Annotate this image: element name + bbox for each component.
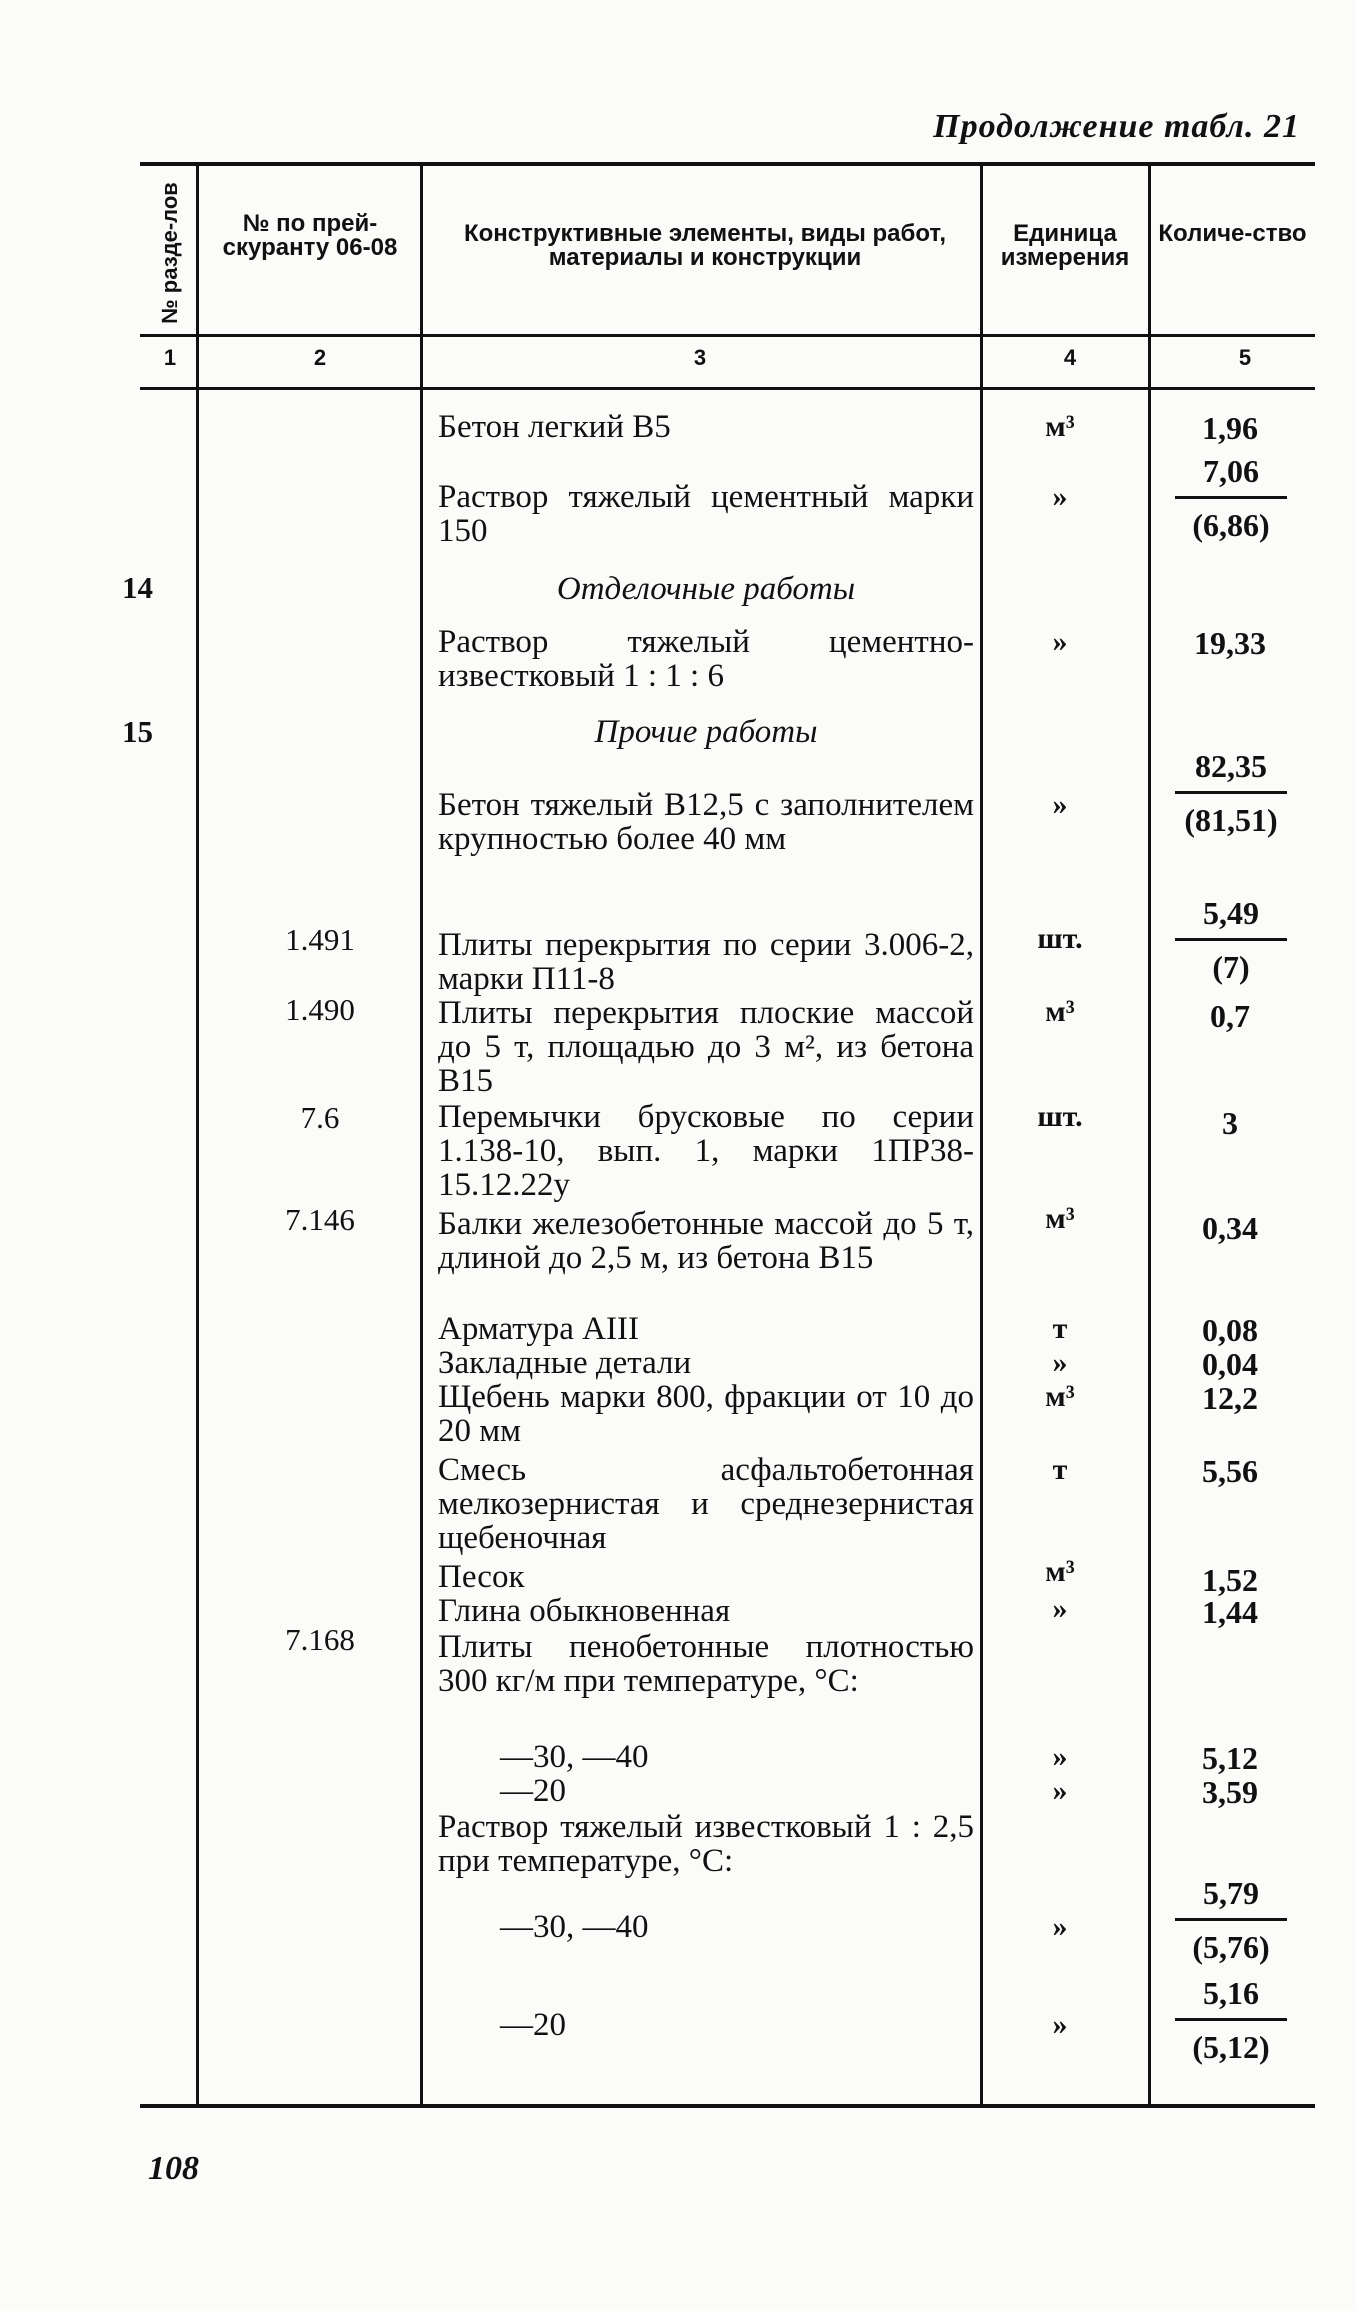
quantity-numerator: 5,79 xyxy=(1175,1875,1287,1921)
quantity-denominator: (81,51) xyxy=(1184,802,1278,838)
header-quantity: Количе-ство xyxy=(1158,220,1307,247)
row-price-code: 7.6 xyxy=(300,1100,340,1135)
row-unit: т xyxy=(1052,1453,1068,1486)
row-description: Плиты перекрытия по серии 3.006-2, марки П11-8 xyxy=(438,927,974,997)
row-description: Перемычки брусковые по серии 1.138-10, вып. 1, марки 1ПР38-15.12.22у xyxy=(438,1099,974,1203)
row-unit: » xyxy=(1052,2008,1068,2041)
row-unit: » xyxy=(1052,625,1068,658)
row-unit: т xyxy=(1052,1312,1068,1345)
row-description: Бетон легкий В5 xyxy=(438,409,671,445)
column-numbers-rule xyxy=(140,387,1315,390)
row-description: Бетон тяжелый В12,5 с заполнителем крупностью более 40 мм xyxy=(438,787,974,857)
table-bottom-rule xyxy=(140,2104,1315,2108)
section-number-14: 14 xyxy=(122,570,153,605)
row-quantity: 5,12 xyxy=(1202,1740,1258,1776)
header-bottom-rule xyxy=(140,334,1315,337)
row-description: Смесь асфальтобетонная мелкозернистая и среднезернистая щебеночная xyxy=(438,1452,974,1556)
row-quantity: 19,33 xyxy=(1194,625,1266,661)
table-top-rule xyxy=(140,162,1315,166)
row-unit: » xyxy=(1052,1740,1068,1773)
quantity-denominator: (5,12) xyxy=(1192,2029,1270,2065)
row-description: Глина обыкновенная xyxy=(438,1593,731,1629)
row-description: —20 xyxy=(500,2007,566,2043)
quantity-denominator: (5,76) xyxy=(1192,1929,1270,1965)
section-number-15: 15 xyxy=(122,714,153,749)
row-description: —30, —40 xyxy=(500,1739,649,1775)
row-quantity: 0,08 xyxy=(1202,1312,1258,1348)
row-quantity-fraction xyxy=(1175,1975,1287,2066)
row-description: Раствор тяжелый известковый 1 : 2,5 при температуре, °С: xyxy=(438,1809,974,1879)
header-price-list-number: № по прей-скуранту 06-08 xyxy=(222,210,398,261)
row-unit: » xyxy=(1052,1910,1068,1943)
row-price-code: 1.490 xyxy=(285,992,355,1027)
row-price-code: 7.168 xyxy=(285,1622,355,1657)
row-quantity: 5,56 xyxy=(1202,1453,1258,1489)
column-number-1: 1 xyxy=(163,345,177,370)
row-quantity: 3,59 xyxy=(1202,1774,1258,1810)
column-divider-1 xyxy=(196,166,199,2104)
quantity-denominator: (6,86) xyxy=(1192,507,1270,543)
row-quantity: 0,04 xyxy=(1202,1346,1258,1382)
row-unit: » xyxy=(1052,480,1068,513)
row-quantity: 1,44 xyxy=(1202,1594,1258,1630)
row-price-code: 7.146 xyxy=(285,1202,355,1237)
row-quantity: 0,7 xyxy=(1210,998,1250,1034)
header-elements: Конструктивные элементы, виды работ, материалы и конструкции xyxy=(463,220,947,271)
column-divider-2 xyxy=(420,166,423,2104)
row-description: Арматура АIII xyxy=(438,1311,639,1347)
row-description: —20 xyxy=(500,1773,566,1809)
header-section-number: № разде-лов xyxy=(157,182,182,324)
quantity-denominator: (7) xyxy=(1212,949,1250,985)
header-unit: Единица измерения xyxy=(1000,220,1130,271)
quantity-numerator: 5,49 xyxy=(1175,895,1287,941)
row-unit: шт. xyxy=(1037,1100,1083,1133)
row-unit: » xyxy=(1052,1346,1068,1379)
row-unit: » xyxy=(1052,788,1068,821)
row-description: Плиты пенобетонные плотностью 300 кг/м при температуре, °С: xyxy=(438,1629,974,1699)
quantity-numerator: 5,16 xyxy=(1175,1975,1287,2021)
quantity-numerator: 82,35 xyxy=(1175,748,1287,794)
row-description: Раствор тяжелый цементный марки 150 xyxy=(438,479,974,549)
column-number-4: 4 xyxy=(1063,345,1077,370)
page-number: 108 xyxy=(148,2150,199,2187)
row-quantity-fraction xyxy=(1175,895,1287,986)
row-unit: шт. xyxy=(1037,922,1083,955)
row-description: Плиты перекрытия плоские массой до 5 т, площадью до 3 м², из бетона В15 xyxy=(438,995,974,1099)
row-quantity: 1,52 xyxy=(1202,1562,1258,1598)
row-description: Балки железобетонные массой до 5 т, длиной до 2,5 м, из бетона В15 xyxy=(438,1206,974,1276)
row-unit: м³ xyxy=(1045,1555,1075,1588)
column-number-5: 5 xyxy=(1238,345,1252,370)
column-divider-4 xyxy=(1148,166,1151,2104)
row-price-code: 1.491 xyxy=(285,922,355,957)
table-caption: Продолжение табл. 21 xyxy=(933,108,1300,145)
row-quantity: 3 xyxy=(1222,1105,1238,1141)
row-quantity-fraction xyxy=(1175,1875,1287,1966)
row-unit: » xyxy=(1052,1592,1068,1625)
row-quantity: 12,2 xyxy=(1202,1380,1258,1416)
row-description: —30, —40 xyxy=(500,1909,649,1945)
column-number-2: 2 xyxy=(313,345,327,370)
row-description: Раствор тяжелый цементно-известковый 1 : 1 : 6 xyxy=(438,624,974,694)
row-quantity-fraction xyxy=(1175,453,1287,544)
quantity-numerator: 7,06 xyxy=(1175,453,1287,499)
column-divider-3 xyxy=(980,166,983,2104)
row-description: Щебень марки 800, фракции от 10 до 20 мм xyxy=(438,1379,974,1449)
row-unit: м³ xyxy=(1045,1380,1075,1413)
row-unit: м³ xyxy=(1045,1202,1075,1235)
column-number-3: 3 xyxy=(693,345,707,370)
row-description: Закладные детали xyxy=(438,1345,692,1381)
row-unit: » xyxy=(1052,1774,1068,1807)
row-unit: м³ xyxy=(1045,995,1075,1028)
subsection-heading: Отделочные работы xyxy=(556,571,856,607)
row-quantity: 1,96 xyxy=(1202,410,1258,446)
row-unit: м³ xyxy=(1045,410,1075,443)
subsection-heading: Прочие работы xyxy=(594,714,818,750)
row-quantity: 0,34 xyxy=(1202,1210,1258,1246)
row-description: Песок xyxy=(438,1559,525,1595)
row-quantity-fraction xyxy=(1175,748,1287,839)
